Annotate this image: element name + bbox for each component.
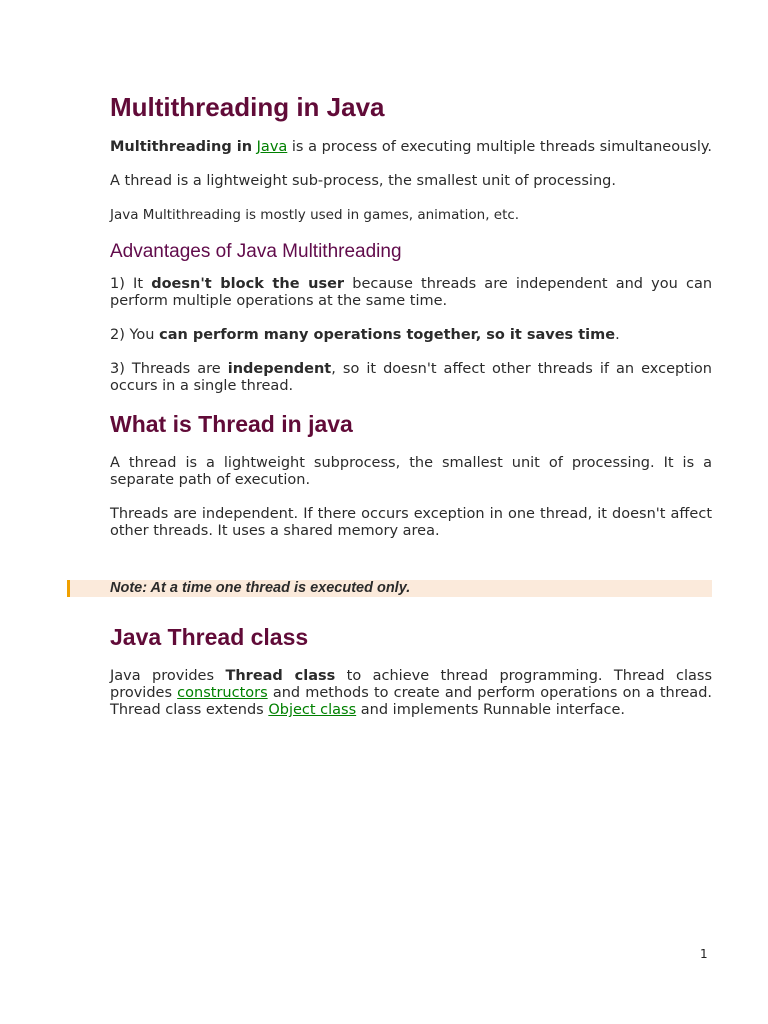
object-class-link[interactable]: Object class (268, 702, 357, 718)
java-link[interactable]: Java (256, 139, 288, 155)
advantage-item-2: 2) You can perform many operations together, so it saves time. (110, 327, 620, 343)
thread-class-heading: Java Thread class (110, 624, 309, 650)
intro-bold: Multithreading in (110, 139, 253, 155)
what-is-thread-heading: What is Thread in java (110, 411, 353, 437)
advantages-heading: Advantages of Java Multithreading (110, 241, 402, 262)
what-is-paragraph-1: A thread is a lightweight subprocess, the smallest unit of processing. It is a separate path of execution. (110, 455, 712, 488)
what-is-paragraph-2: Threads are independent. If there occurs exception in one thread, it doesn't affect other threads. It uses a shared memory area. (110, 506, 712, 539)
thread-class-paragraph: Java provides Thread class to achieve thread programming. Thread class provides constructors and methods to create and perform operations on a thread. Thread class extends Object class and implements Runnable interface. (110, 668, 713, 718)
note-text: Note: At a time one thread is executed only. (110, 580, 411, 596)
usage-paragraph: Java Multithreading is mostly used in games, animation, etc. (110, 207, 520, 223)
advantage-item-1: 1) It doesn't block the user because threads are independent and you can perform multiple operations at the same time. (110, 276, 713, 309)
advantage-item-3: 3) Threads are independent, so it doesn't affect other threads if an exception occurs in a single thread. (110, 361, 712, 394)
document-body (110, 90, 712, 540)
intro-rest: is a process of executing multiple threads simultaneously. (291, 139, 712, 155)
thread-class-section (110, 622, 712, 719)
intro-paragraph (110, 139, 712, 156)
note-callout (67, 580, 712, 597)
page-title: Multithreading in Java (110, 92, 385, 122)
thread-definition-paragraph: A thread is a lightweight sub-process, the smallest unit of processing. (110, 173, 616, 189)
page-number: 1 (700, 947, 708, 961)
constructors-link[interactable]: constructors (177, 685, 268, 701)
